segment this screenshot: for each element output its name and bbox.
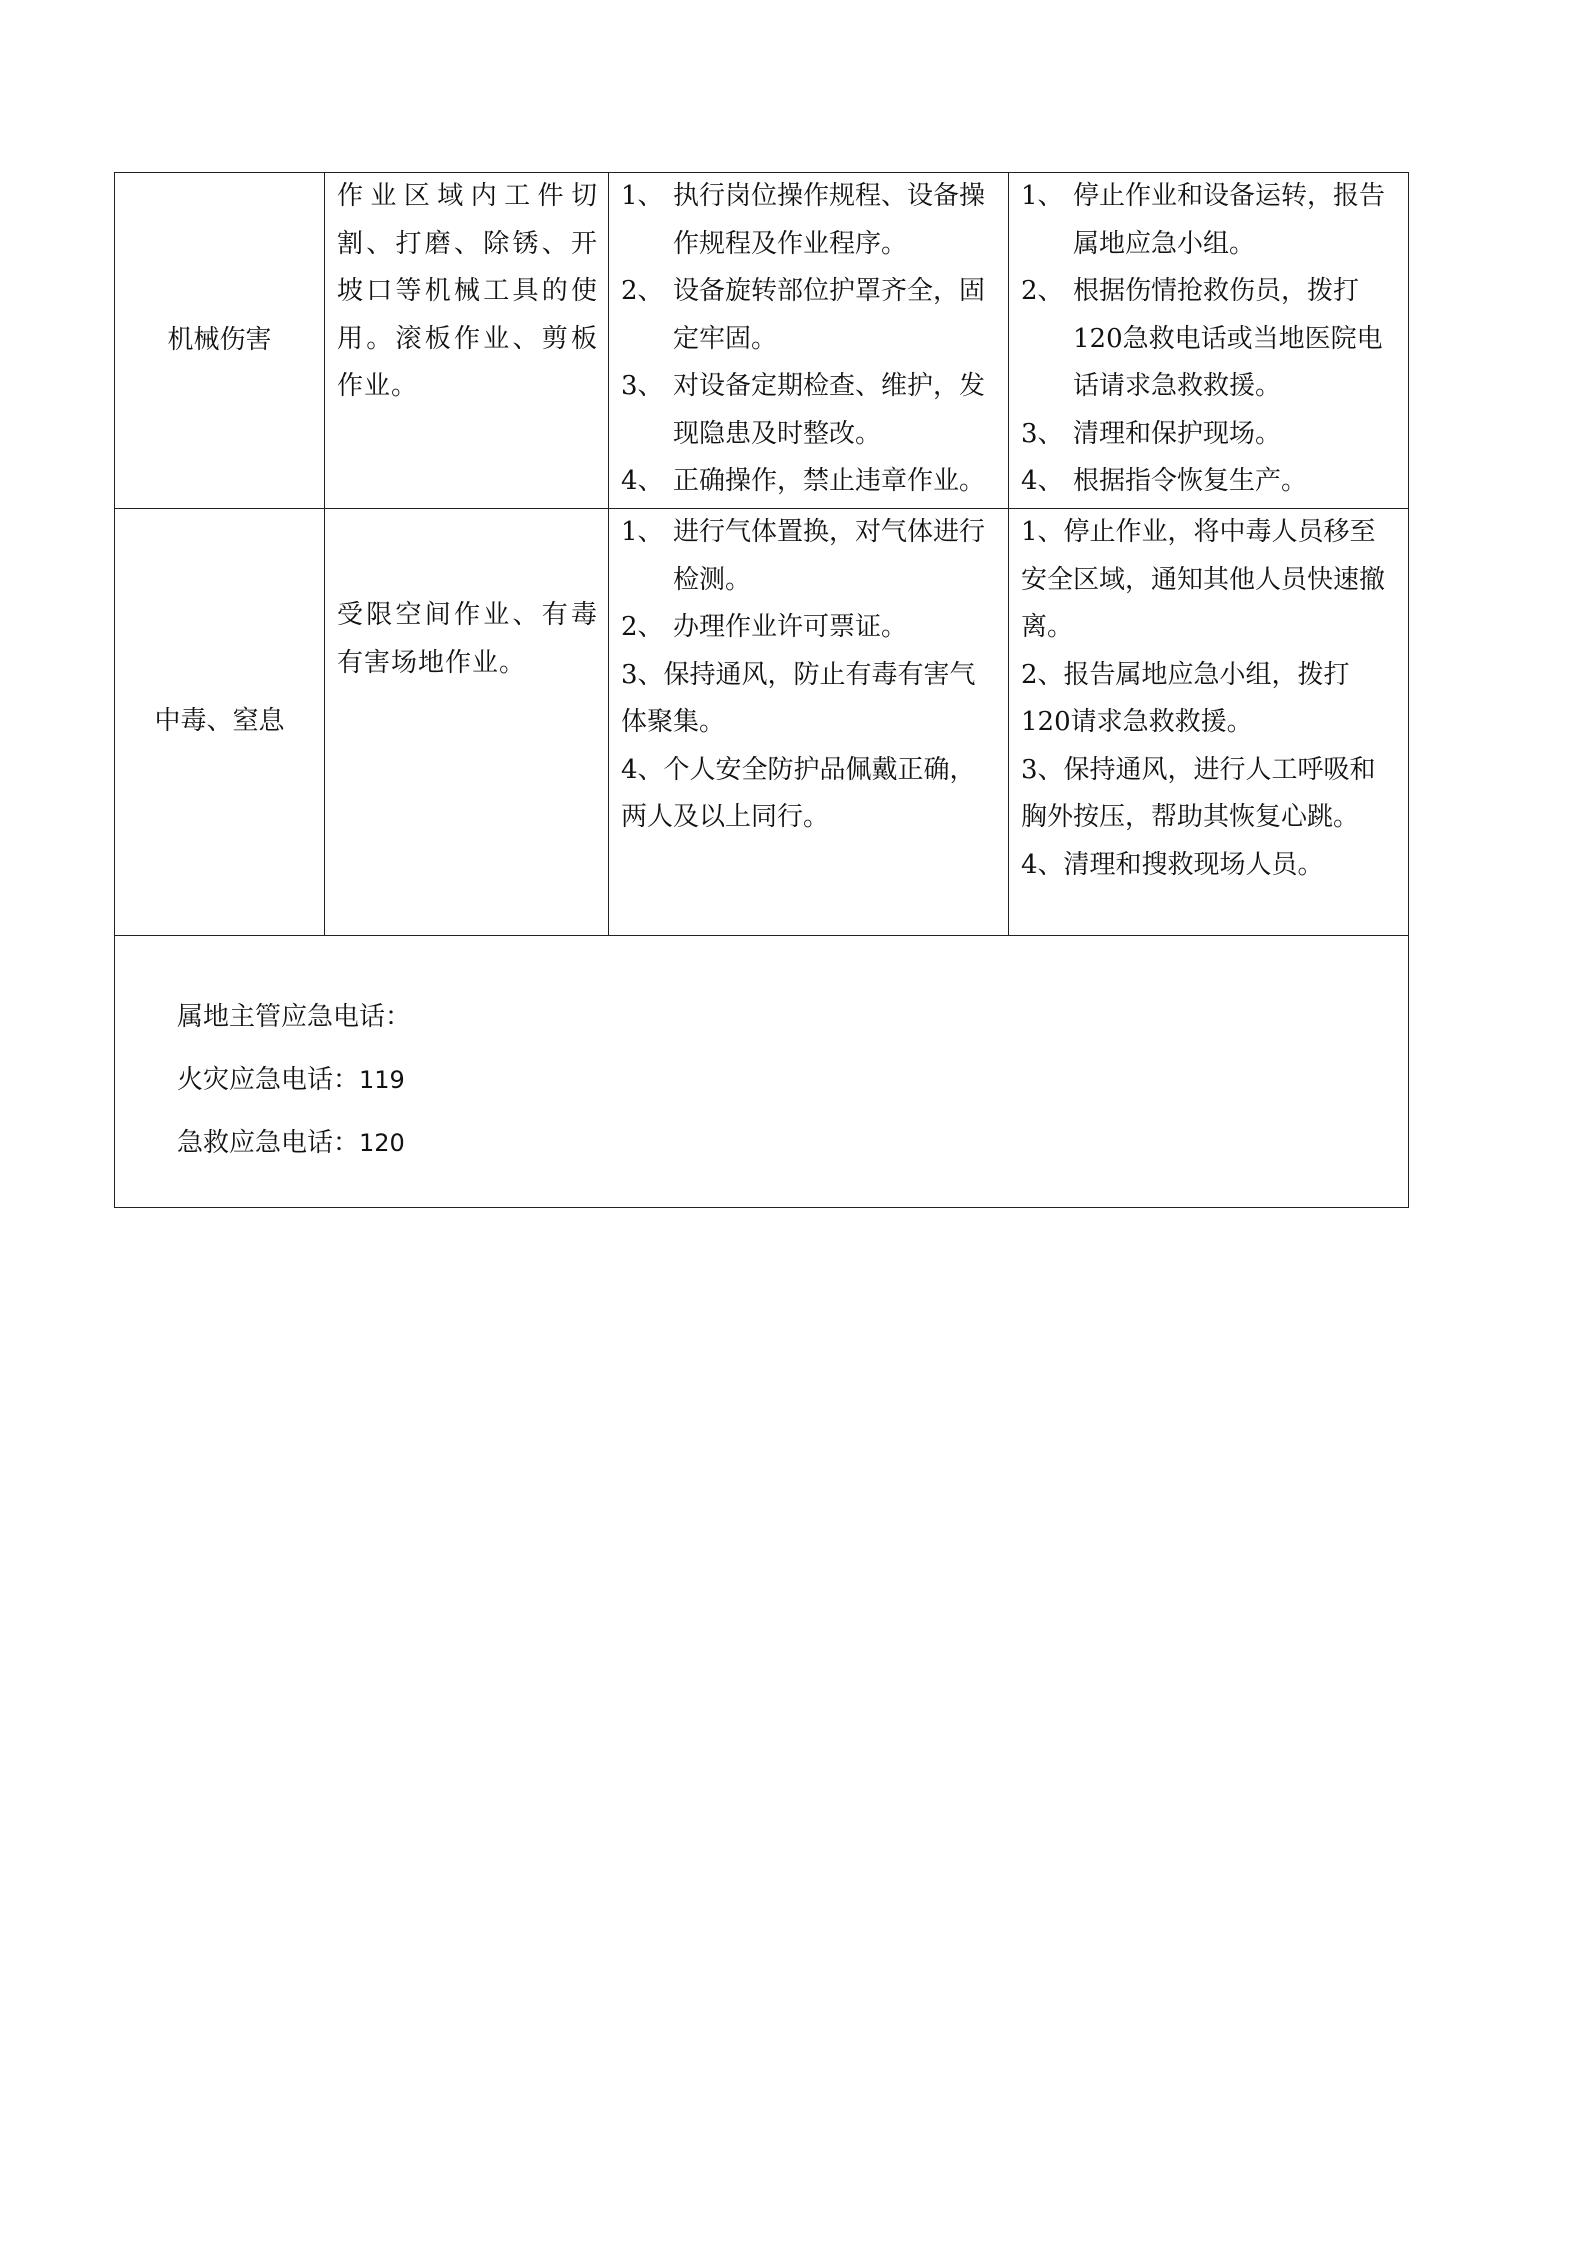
item-number: 1、: [621, 181, 664, 211]
item-text: 清理和保护现场。: [1073, 418, 1282, 449]
item-text: 办理作业许可票证。: [673, 612, 908, 642]
local-emergency-phone: [177, 986, 1408, 1049]
list-item: 4、清理和搜救现场人员。: [1021, 849, 1324, 880]
first-aid-emergency-phone: [177, 1112, 1408, 1175]
list-item: [621, 458, 998, 506]
list-item: [1021, 173, 1398, 268]
table-row: [115, 509, 1409, 936]
list-item: [621, 173, 998, 268]
item-number: 2、: [1021, 276, 1064, 306]
hazard-type-label: 中毒、窒息: [154, 706, 285, 737]
contact-label: 属地主管应急电话：: [177, 1002, 412, 1032]
item-number: 3、: [1021, 418, 1064, 449]
activity-cell: [325, 173, 609, 509]
list-item: [621, 604, 998, 652]
list-item: [621, 509, 998, 604]
list-item: [1021, 411, 1398, 459]
hazard-type-cell: [115, 509, 325, 936]
item-number: 4、: [621, 466, 664, 496]
item-text: 停止作业和设备运转，报告属地应急小组。: [1073, 181, 1386, 259]
item-number: 2、: [621, 612, 664, 642]
item-text: 正确操作，禁止违章作业。: [673, 466, 986, 496]
activity-text: 作业区域内工件切割、打磨、除锈、开坡口等机械工具的使用。滚板作业、剪板作业。: [337, 181, 598, 401]
item-text: 根据伤情抢救伤员，拨打120急救电话或当地医院电话请求急救救援。: [1073, 276, 1383, 401]
hazard-table: [114, 172, 1409, 1208]
measures-cell: [609, 509, 1009, 936]
contact-value: 119: [359, 1066, 405, 1094]
list-item: [621, 363, 998, 458]
activity-cell: [325, 509, 609, 936]
list-item: [1021, 458, 1398, 506]
item-number: 1、: [1021, 181, 1064, 211]
measures-cell: [609, 173, 1009, 509]
list-item: 4、个人安全防护品佩戴正确，两人及以上同行。: [621, 754, 976, 832]
item-text: 设备旋转部位护罩齐全，固定牢固。: [673, 276, 986, 354]
list-item: 3、保持通风，进行人工呼吸和胸外按压，帮助其恢复心跳。: [1021, 754, 1376, 832]
activity-text: 受限空间作业、有毒有害场地作业。: [337, 600, 598, 678]
item-number: 2、: [621, 276, 664, 306]
item-number: 1、: [621, 517, 664, 547]
contact-value: 120: [359, 1129, 405, 1157]
list-item: 3、保持通风，防止有毒有害气体聚集。: [621, 659, 976, 737]
contact-label: 急救应急电话：: [177, 1128, 360, 1158]
item-number: 3、: [621, 371, 664, 401]
table-row: [115, 173, 1409, 509]
item-text: 执行岗位操作规程、设备操作规程及作业程序。: [673, 181, 986, 259]
list-item: 1、停止作业，将中毒人员移至安全区域，通知其他人员快速撤离。: [1021, 517, 1386, 642]
list-item: 2、报告属地应急小组，拨打120请求急救救援。: [1021, 659, 1350, 737]
responses-cell: [1009, 509, 1409, 936]
list-item: [1021, 268, 1398, 411]
hazard-type-cell: [115, 173, 325, 509]
responses-cell: [1009, 173, 1409, 509]
item-text: 进行气体置换，对气体进行检测。: [673, 517, 986, 595]
table-row: [115, 936, 1409, 1208]
list-item: [621, 268, 998, 363]
fire-emergency-phone: [177, 1049, 1408, 1112]
item-number: 4、: [1021, 466, 1064, 496]
hazard-type-label: 机械伤害: [167, 324, 272, 355]
item-text: 根据指令恢复生产。: [1073, 466, 1308, 496]
emergency-contacts-cell: [115, 936, 1409, 1208]
item-text: 对设备定期检查、维护，发现隐患及时整改。: [673, 371, 986, 449]
contact-label: 火灾应急电话：: [177, 1065, 360, 1095]
